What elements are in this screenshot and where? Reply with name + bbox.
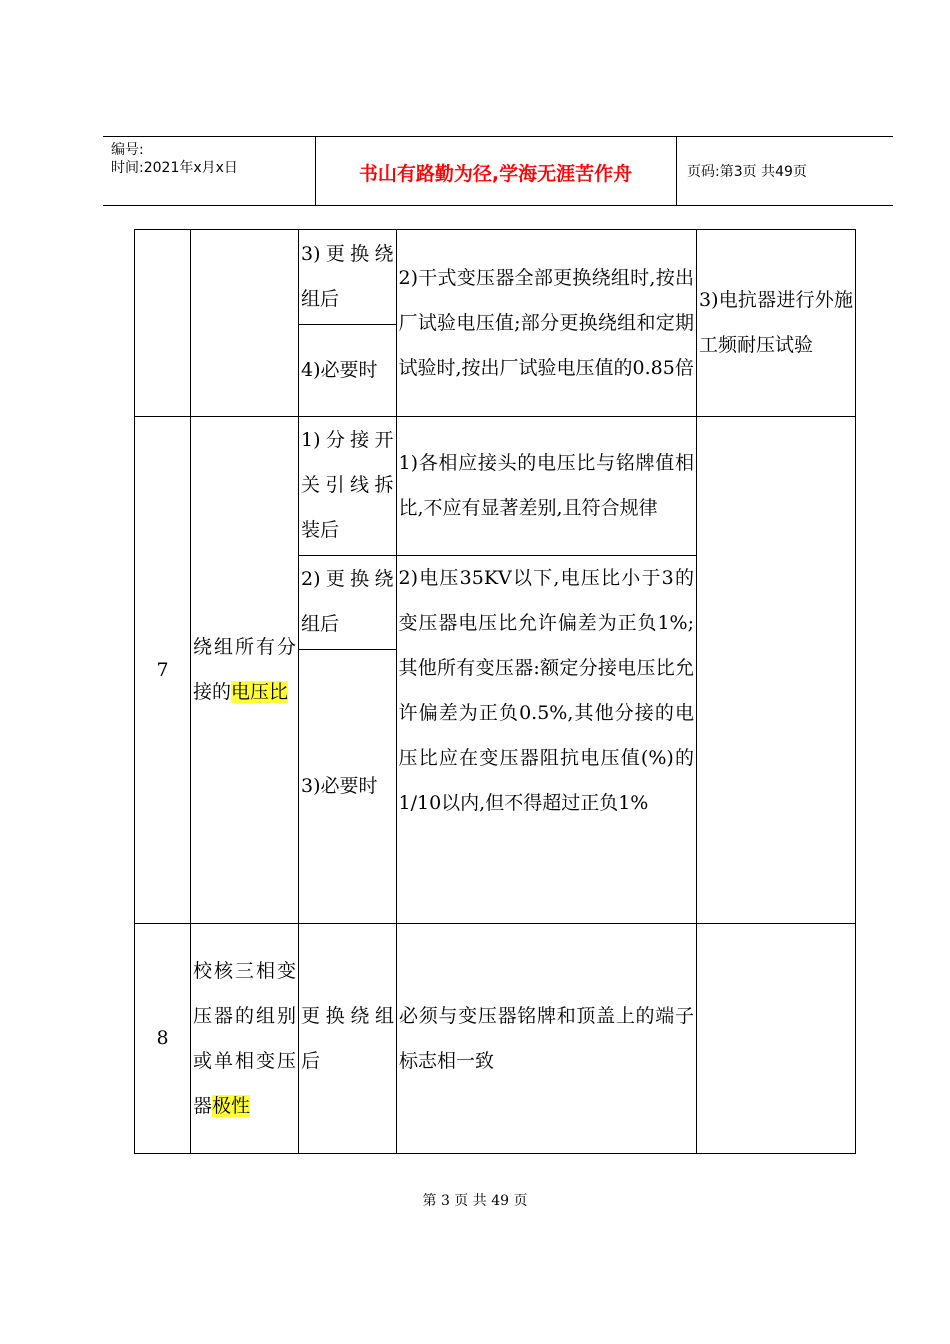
item-number-cell: 7	[135, 417, 191, 924]
condition-requirement-cell	[299, 417, 697, 924]
page-header	[103, 136, 893, 206]
note-cell	[697, 924, 856, 1154]
nested-table	[299, 230, 696, 416]
requirement-cell: 必须与变压器铭牌和顶盖上的端子标志相一致	[397, 924, 697, 1154]
item-name-cell	[191, 924, 299, 1154]
header-motto: 书山有路勤为径,学海无涯苦作舟	[358, 163, 633, 185]
condition-cell: 4)必要时	[299, 324, 396, 416]
item-name-cell	[191, 417, 299, 924]
item-name-cell	[191, 230, 299, 417]
doc-number-label: 编号:	[111, 142, 144, 158]
highlighted-term: 电压比	[231, 681, 289, 703]
table-row	[135, 924, 856, 1154]
header-divider	[676, 137, 677, 205]
note-cell: 3)电抗器进行外施工频耐压试验	[697, 230, 856, 417]
item-number-cell	[135, 230, 191, 417]
test-items-table	[134, 229, 856, 1154]
requirement-cell: 2)干式变压器全部更换绕组时,按出厂试验电压值;部分更换绕组和定期试验时,按出厂试验电压值的0.85倍	[398, 266, 694, 379]
condition-cell: 3)必要时	[299, 649, 396, 923]
condition-requirement-cell	[299, 230, 697, 417]
highlighted-term: 极性	[212, 1094, 251, 1117]
requirement-cell: 1)各相应接头的电压比与铭牌值相比,不应有显著差别,且符合规律	[396, 417, 696, 555]
item-name-text: 校核三相变压器的组别或单相变压器	[193, 959, 296, 1117]
table-row	[135, 417, 856, 924]
condition-cell: 1)分接开关引线拆装后	[299, 417, 396, 555]
requirement-cell: 2)电压35KV以下,电压比小于3的变压器电压比允许偏差为正负1%;其他所有变压器:额定分接电压比允许偏差为正负0.5%,其他分接的电压比应在变压器阻抗电压值(%)的1/10以内,但不得超过正负1%	[398, 566, 694, 814]
header-meta	[111, 141, 238, 177]
condition-cell: 3)更换绕组后	[299, 230, 396, 324]
table-row	[135, 230, 856, 417]
page-footer: 第 3 页 共 49 页	[422, 1193, 528, 1209]
note-cell	[697, 417, 856, 924]
nested-table	[299, 417, 696, 923]
header-page-info: 页码:第3页 共49页	[687, 164, 807, 180]
item-name-text: 绕组所有分接的	[193, 636, 296, 703]
doc-time-label: 时间:2021年x月x日	[111, 160, 238, 176]
condition-cell: 更换绕组后	[299, 924, 397, 1154]
item-number-cell: 8	[135, 924, 191, 1154]
condition-cell: 2)更换绕组后	[299, 555, 396, 649]
